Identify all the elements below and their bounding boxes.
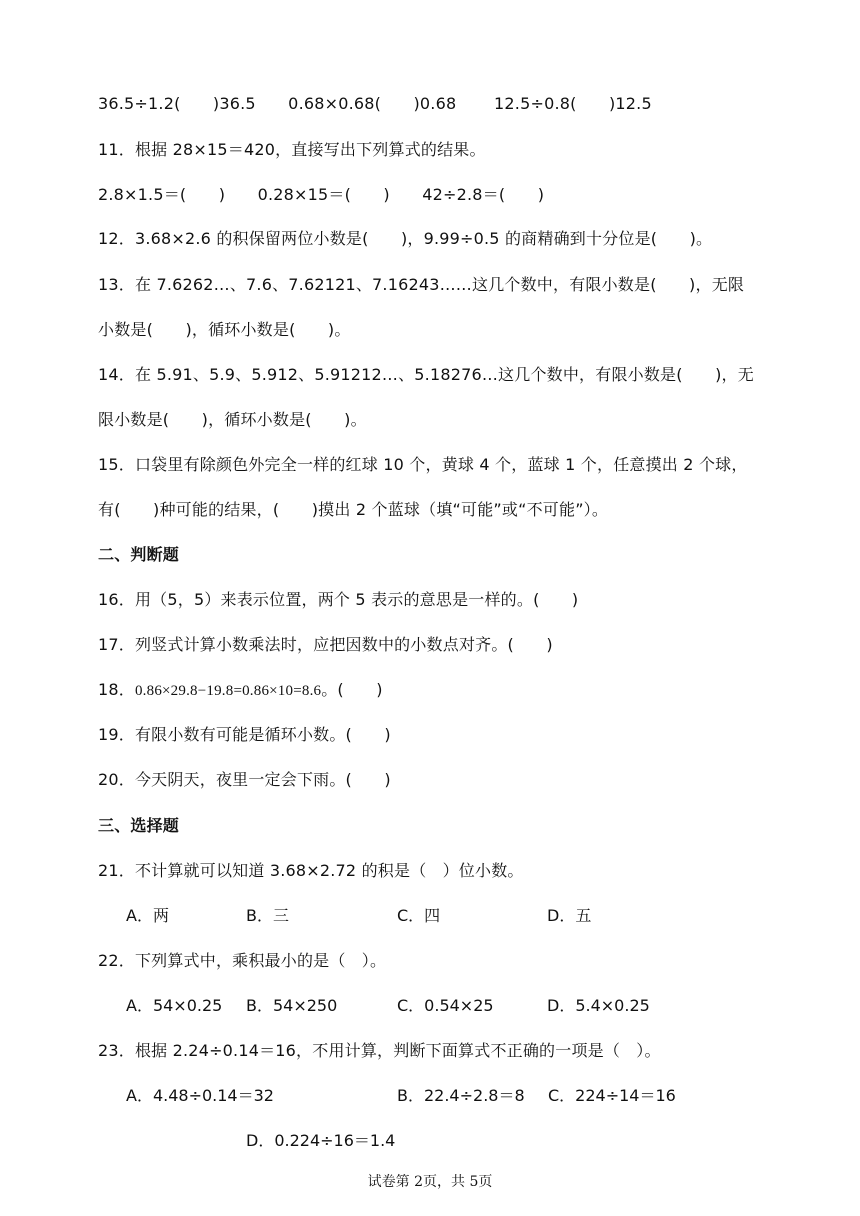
- question-21: 21．不计算就可以知道 3.68×2.72 的积是（ ）位小数。: [98, 861, 524, 880]
- question-15-line2: 有( )种可能的结果，( )摸出 2 个蓝球（填“可能”或“不可能”）。: [98, 500, 609, 519]
- q23-option-c[interactable]: C．224÷14＝16: [548, 1086, 676, 1105]
- page-footer: 试卷第 2页，共 5页: [367, 1174, 493, 1190]
- question-19: 19．有限小数有可能是循环小数。( ): [98, 725, 391, 744]
- section-heading-choice: 三、选择题: [98, 816, 180, 835]
- question-20: 20．今天阴天，夜里一定会下雨。( ): [98, 770, 391, 789]
- question-23: 23．根据 2.24÷0.14＝16，不用计算，判断下面算式不正确的一项是（ ）。: [98, 1041, 661, 1060]
- question-18: [98, 679, 383, 702]
- question-14-line2: 限小数是( )，循环小数是( )。: [98, 410, 367, 429]
- question-11-calculations: 2.8×1.5＝( ) 0.28×15＝( ) 42÷2.8＝( ): [98, 185, 545, 204]
- q22-option-a[interactable]: A．54×0.25: [126, 996, 223, 1015]
- question-16: 16．用（5，5）来表示位置，两个 5 表示的意思是一样的。( ): [98, 590, 579, 609]
- question-15-line1: 15．口袋里有除颜色外完全一样的红球 10 个，黄球 4 个，蓝球 1 个，任意摸出 2 个球，: [98, 455, 748, 474]
- q21-option-c[interactable]: C．四: [397, 906, 441, 925]
- question-18-number: 18．: [98, 680, 135, 699]
- question-18-expression: 0.86×29.8−19.8=0.86×10=8.6: [134, 683, 322, 699]
- question-18-tail: 。( ): [321, 680, 383, 699]
- question-22: 22．下列算式中，乘积最小的是（ ）。: [98, 951, 387, 970]
- question-13-line2: 小数是( )，循环小数是( )。: [98, 320, 351, 339]
- q21-option-a[interactable]: A．两: [126, 906, 169, 925]
- q22-option-b[interactable]: B．54×250: [246, 996, 338, 1015]
- section-heading-judgement: 二、判断题: [98, 545, 180, 564]
- q21-option-b[interactable]: B．三: [246, 906, 289, 925]
- q23-option-d[interactable]: D．0.224÷16＝1.4: [246, 1131, 396, 1150]
- question-17: 17．列竖式计算小数乘法时，应把因数中的小数点对齐。( ): [98, 635, 553, 654]
- q21-option-d[interactable]: D．五: [547, 906, 592, 925]
- question-11: 11．根据 28×15＝420，直接写出下列算式的结果。: [98, 140, 486, 159]
- question-13-line1: 13．在 7.6262…、7.6、7.62121、7.16243……这几个数中，有限小数是( )，无限: [98, 275, 745, 294]
- q22-option-d[interactable]: D．5.4×0.25: [547, 996, 650, 1015]
- question-12: 12．3.68×2.6 的积保留两位小数是( )，9.99÷0.5 的商精确到十分位是( )。: [98, 229, 713, 248]
- question-14-line1: 14．在 5.91、5.9、5.912、5.91212…、5.18276…这几个数中，有限小数是( )，无: [98, 365, 754, 384]
- comparison-row: 36.5÷1.2( )36.5 0.68×0.68( )0.68 12.5÷0.8( )12.5: [98, 94, 652, 113]
- q23-option-a[interactable]: A．4.48÷0.14＝32: [126, 1086, 274, 1105]
- q23-option-b[interactable]: B．22.4÷2.8＝8: [397, 1086, 525, 1105]
- q22-option-c[interactable]: C．0.54×25: [397, 996, 494, 1015]
